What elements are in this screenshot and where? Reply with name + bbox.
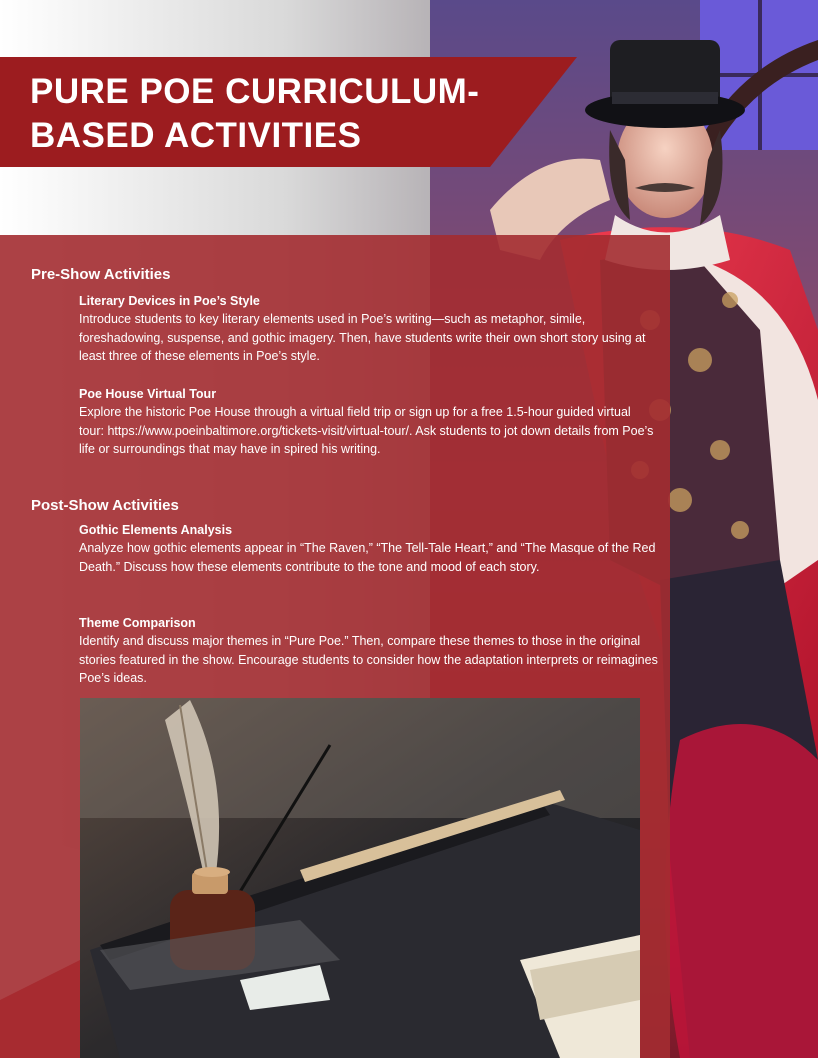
section-heading-post-show: Post-Show Activities xyxy=(31,497,179,514)
activity-body: Identify and discuss major themes in “Pure Poe.” Then, compare these themes to those in the original stories featured in the show. Encourage students to consider how the adaptation interprets or reimagines Poe’s ideas. xyxy=(79,634,658,685)
activity-title: Literary Devices in Poe’s Style xyxy=(79,294,260,308)
activity-body: Explore the historic Poe House through a virtual field trip or sign up for a free 1.5-hour guided virtual tour: https://www.poeinbaltimore.org/tickets-visit/virtual-tour/. Ask students to jot down details from Poe’s life or surroundings that may have in spired his writing. xyxy=(79,405,654,456)
activity-title: Theme Comparison xyxy=(79,616,196,630)
activity-title: Poe House Virtual Tour xyxy=(79,387,217,401)
activity-gothic-elements xyxy=(79,521,659,576)
page-title-line-1: PURE POE CURRICULUM- xyxy=(30,72,480,111)
section-heading-pre-show: Pre-Show Activities xyxy=(31,266,171,283)
page-title-line-2: BASED ACTIVITIES xyxy=(30,116,362,155)
activity-body: Analyze how gothic elements appear in “The Raven,” “The Tell-Tale Heart,” and “The Masque of the Red Death.” Discuss how these elements contribute to the tone and mood of each story. xyxy=(79,541,656,574)
page-title xyxy=(30,70,550,158)
activity-poe-house-tour xyxy=(79,385,659,459)
activity-theme-comparison xyxy=(79,614,659,688)
activity-title: Gothic Elements Analysis xyxy=(79,523,233,537)
activity-body: Introduce students to key literary elements used in Poe’s writing—such as metaphor, simile, foreshadowing, suspense, and gothic imagery. Then, have students write their own short story using at least three of these elements in Poe’s style. xyxy=(79,312,646,363)
activity-literary-devices xyxy=(79,292,659,366)
